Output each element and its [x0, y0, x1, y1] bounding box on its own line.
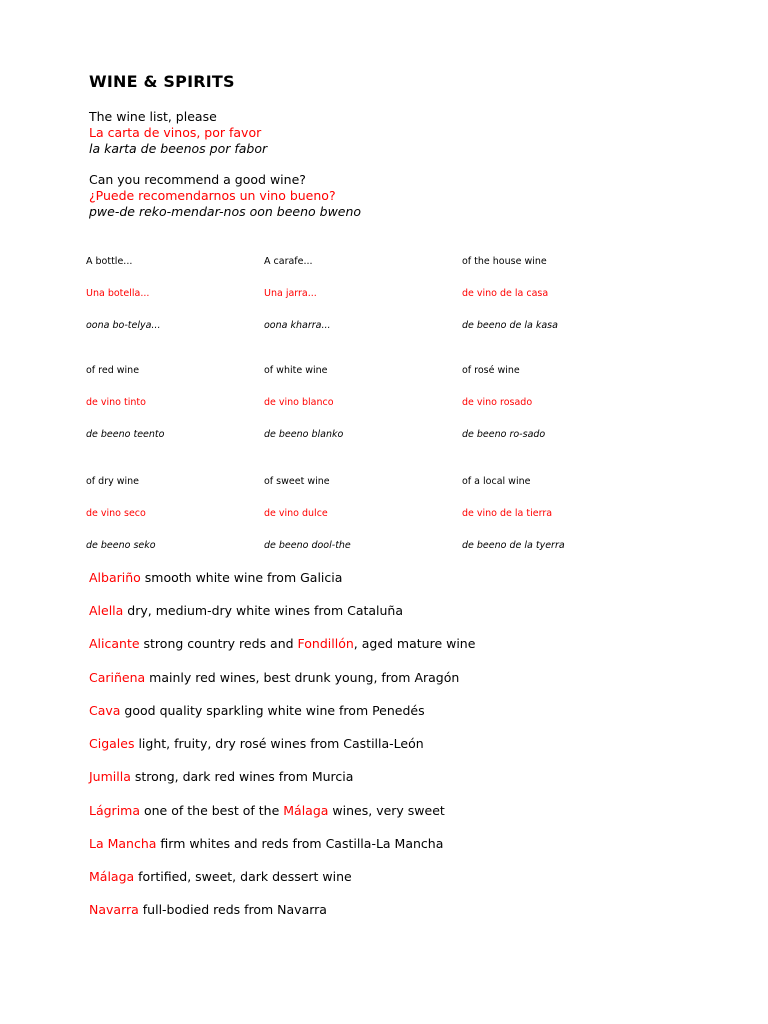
wine-entry-alella	[89, 603, 403, 618]
vocab-english: of rosé wine	[462, 365, 520, 376]
vocab-pronunciation: oona kharra...	[264, 320, 331, 331]
vocab-pronunciation: oona bo-telya...	[86, 320, 161, 331]
vocab-english: of white wine	[264, 365, 328, 376]
wine-entry-jumilla	[89, 769, 353, 784]
vocab-english: of dry wine	[86, 476, 140, 487]
vocab-spanish: de vino tinto	[86, 397, 146, 408]
vocab-pronunciation: de beeno seko	[86, 540, 156, 551]
wine-name: Navarra	[89, 902, 139, 917]
wine-description: light, fruity, dry rosé wines from Castilla-León	[134, 736, 424, 751]
phrase-spanish: La carta de vinos, por favor	[89, 125, 262, 140]
vocab-spanish: Una jarra...	[264, 288, 317, 299]
wine-entry-navarra	[89, 902, 327, 917]
vocab-pronunciation: de beeno de la kasa	[462, 320, 558, 331]
vocab-english: of the house wine	[462, 256, 547, 267]
wine-description: strong country reds and	[139, 636, 298, 651]
vocab-spanish: de vino seco	[86, 508, 146, 519]
wine-name: Cava	[89, 703, 121, 718]
wine-name: Cariñena	[89, 670, 146, 685]
wine-entry-albarino	[89, 570, 342, 585]
phrase-wine-list	[89, 109, 267, 157]
vocab-english: of red wine	[86, 365, 140, 376]
wine-description: full-bodied reds from Navarra	[138, 902, 327, 917]
vocab-spanish: Una botella...	[86, 288, 150, 299]
phrase-english: Can you recommend a good wine?	[89, 172, 306, 187]
vocab-english: A bottle...	[86, 256, 133, 267]
vocab-spanish: de vino de la tierra	[462, 508, 553, 519]
wine-entry-cigales	[89, 736, 424, 751]
wine-name-secondary: Málaga	[283, 803, 329, 818]
wine-description: smooth white wine from Galicia	[140, 570, 343, 585]
wine-name: Lágrima	[89, 803, 141, 818]
wine-description: fortified, sweet, dark dessert wine	[134, 869, 352, 884]
wine-name: Málaga	[89, 869, 135, 884]
vocab-spanish: de vino de la casa	[462, 288, 549, 299]
wine-entry-carinena	[89, 670, 459, 685]
wine-name: Cigales	[89, 736, 135, 751]
wine-name: Jumilla	[89, 769, 131, 784]
wine-name: Alella	[89, 603, 124, 618]
phrase-recommend	[89, 172, 361, 220]
phrase-pronunciation: la karta de beenos por fabor	[89, 141, 268, 156]
wine-entry-cava	[89, 703, 425, 718]
vocab-english: of sweet wine	[264, 476, 330, 487]
wine-description: good quality sparkling white wine from Penedés	[120, 703, 425, 718]
vocab-spanish: de vino rosado	[462, 397, 533, 408]
vocab-english: A carafe...	[264, 256, 313, 267]
wine-description: firm whites and reds from Castilla-La Mancha	[156, 836, 444, 851]
wine-name: Albariño	[89, 570, 141, 585]
phrase-spanish: ¿Puede recomendarnos un vino bueno?	[89, 188, 336, 203]
wine-entry-malaga	[89, 869, 352, 884]
wine-name: Alicante	[89, 636, 140, 651]
vocab-spanish: de vino dulce	[264, 508, 328, 519]
wine-description: one of the best of the	[140, 803, 284, 818]
wine-name: La Mancha	[89, 836, 157, 851]
wine-description: mainly red wines, best drunk young, from Aragón	[145, 670, 460, 685]
wine-entry-alicante	[89, 636, 475, 651]
page-title: WINE & SPIRITS	[89, 72, 235, 91]
wine-entry-la-mancha	[89, 836, 443, 851]
wine-description: strong, dark red wines from Murcia	[130, 769, 354, 784]
vocab-english: of a local wine	[462, 476, 531, 487]
wine-description: dry, medium-dry white wines from Cataluña	[123, 603, 404, 618]
vocab-pronunciation: de beeno de la tyerra	[462, 540, 565, 551]
wine-entry-lagrima	[89, 803, 445, 818]
wine-description-secondary: wines, very sweet	[328, 803, 445, 818]
vocab-spanish: de vino blanco	[264, 397, 334, 408]
vocab-pronunciation: de beeno ro-sado	[462, 429, 546, 440]
vocab-pronunciation: de beeno dool-the	[264, 540, 351, 551]
phrase-english: The wine list, please	[89, 109, 217, 124]
phrase-pronunciation: pwe-de reko-mendar-nos oon beeno bweno	[89, 204, 362, 219]
wine-name-secondary: Fondillón	[297, 636, 354, 651]
vocab-pronunciation: de beeno blanko	[264, 429, 344, 440]
wine-description-secondary: , aged mature wine	[353, 636, 476, 651]
vocab-pronunciation: de beeno teento	[86, 429, 165, 440]
